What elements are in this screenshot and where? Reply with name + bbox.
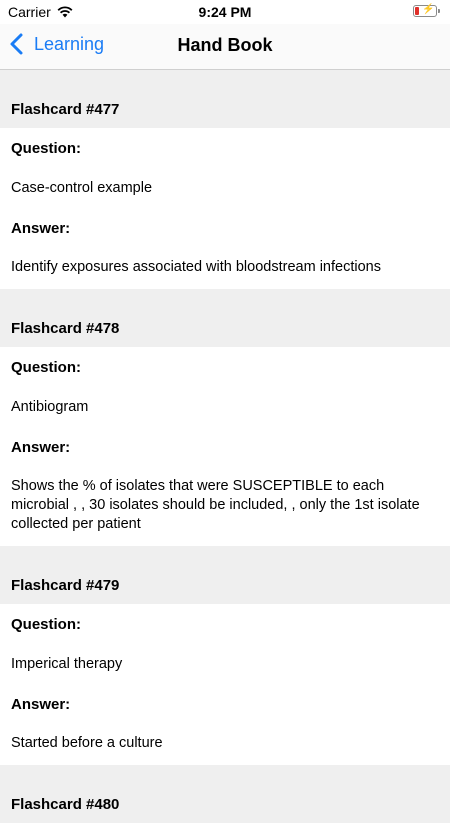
question-text: Imperical therapy (11, 655, 123, 672)
flashcard-list[interactable] (0, 70, 450, 823)
flashcard (0, 546, 450, 765)
back-button-label: Learning (34, 33, 105, 54)
answer-text: Identify exposures associated with bloodstream infections (11, 259, 381, 275)
answer-text: Started before a culture (11, 735, 163, 751)
navigation-bar (0, 24, 450, 70)
question-text: Antibiogram (11, 398, 89, 415)
answer-label: Answer: (11, 438, 71, 456)
status-time: 9:24 PM (198, 4, 252, 20)
carrier-label: Carrier (8, 4, 51, 20)
question-label: Question: (11, 139, 81, 157)
answer-label: Answer: (11, 695, 71, 713)
battery-icon: ⚡ (413, 5, 440, 17)
flashcard (0, 765, 450, 823)
flashcard-title: Flashcard #480 (0, 765, 450, 823)
flashcard (0, 289, 450, 546)
flashcard-title: Flashcard #479 (0, 546, 450, 604)
question-text: Case-control example (11, 179, 153, 196)
answer-text: Shows the % of isolates that were SUSCEPTIBLE to each microbial , , 30 isolates should be included, , only the 1st isolate collected per patient (11, 478, 420, 532)
page-title: Hand Book (177, 35, 273, 55)
flashcard-title: Flashcard #477 (0, 70, 450, 128)
flashcard (0, 70, 450, 289)
status-bar (0, 0, 450, 24)
answer-label: Answer: (11, 219, 71, 237)
question-label: Question: (11, 358, 81, 376)
question-label: Question: (11, 615, 81, 633)
flashcard-title: Flashcard #478 (0, 289, 450, 347)
